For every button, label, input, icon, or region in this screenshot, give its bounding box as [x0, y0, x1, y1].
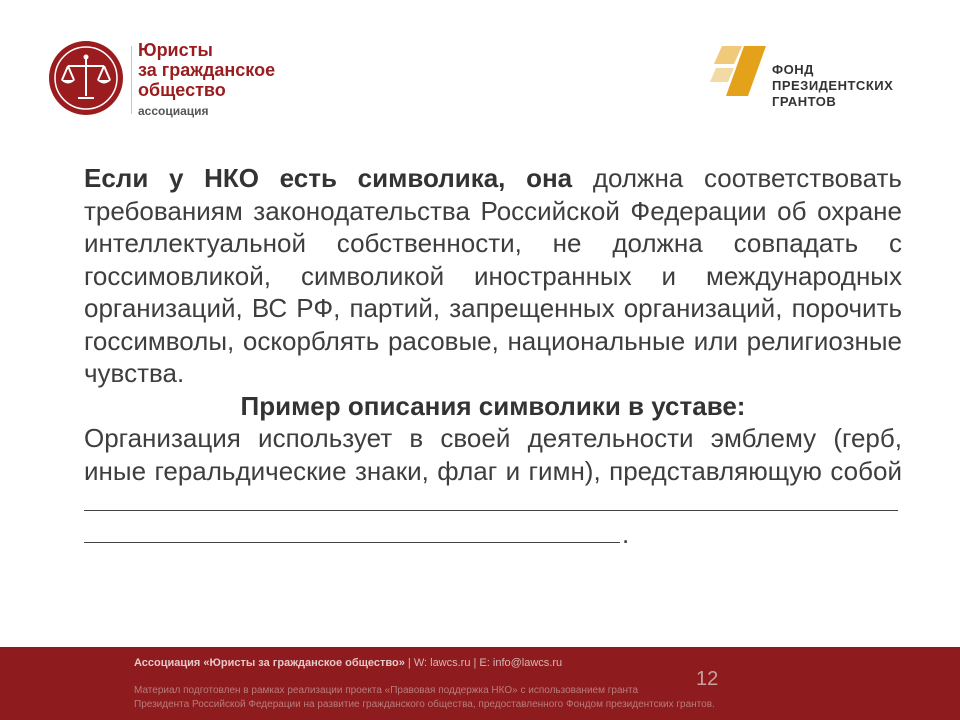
slide-footer	[0, 647, 960, 720]
example-heading: Пример описания символики в уставе:	[240, 390, 746, 421]
grant-fund-logo	[708, 42, 938, 112]
paragraph-lead: Если у НКО есть символика, она	[84, 163, 573, 193]
footer-note-line-2: Президента Российской Федерации на развитие гражданского общества, предоставленного Фондом президентских грантов.	[134, 699, 715, 710]
logo-divider	[131, 46, 132, 114]
symbolism-requirements-paragraph	[84, 162, 902, 390]
grant-fund-logo-text	[772, 62, 893, 110]
grant-fund-mark-icon	[708, 42, 770, 100]
blank-line-1	[84, 487, 902, 519]
slide-body	[84, 162, 902, 551]
grant-fund-line-3: ГРАНТОВ	[772, 94, 837, 109]
slide-header	[0, 0, 960, 140]
logo-line-1: Юристы	[138, 40, 213, 60]
blank-line-2	[84, 519, 902, 551]
grant-fund-line-2: ПРЕЗИДЕНТСКИХ	[772, 78, 894, 93]
logo-line-3: общество	[138, 80, 226, 100]
lawcs-logo-text	[138, 40, 338, 119]
footer-org-name: Ассоциация «Юристы за гражданское общество»	[134, 657, 405, 669]
page-number: 12	[696, 668, 719, 690]
logo-line-4: ассоциация	[138, 104, 209, 118]
logo-line-2: за гражданское	[138, 60, 276, 80]
example-paragraph: Организация использует в своей деятельности эмблему (герб, иные геральдические знаки, флаг и гимн), представляющую собой	[84, 423, 902, 486]
grant-fund-line-1: ФОНД	[772, 62, 814, 77]
scales-icon	[48, 40, 124, 116]
footer-contacts	[134, 657, 562, 669]
lawcs-logo	[48, 40, 288, 120]
footer-contacts-rest: | W: lawcs.ru | E: info@lawcs.ru	[404, 657, 563, 669]
paragraph-body: должна соответствовать требованиям законодательства Российской Федерации об охране интеллектуальной собственности, не должна совпадать с госсимовликой, символикой иностранных и международных организаций, ВС РФ, партий, запрещенных организаций, порочить госсимволы, оскорблять расовые, национальные или религиозные чувства.	[84, 163, 902, 388]
blank-line-end: .	[622, 519, 630, 549]
footer-note-line-1: Материал подготовлен в рамках реализации проекта «Правовая поддержка НКО» с использованием гранта	[134, 685, 639, 696]
